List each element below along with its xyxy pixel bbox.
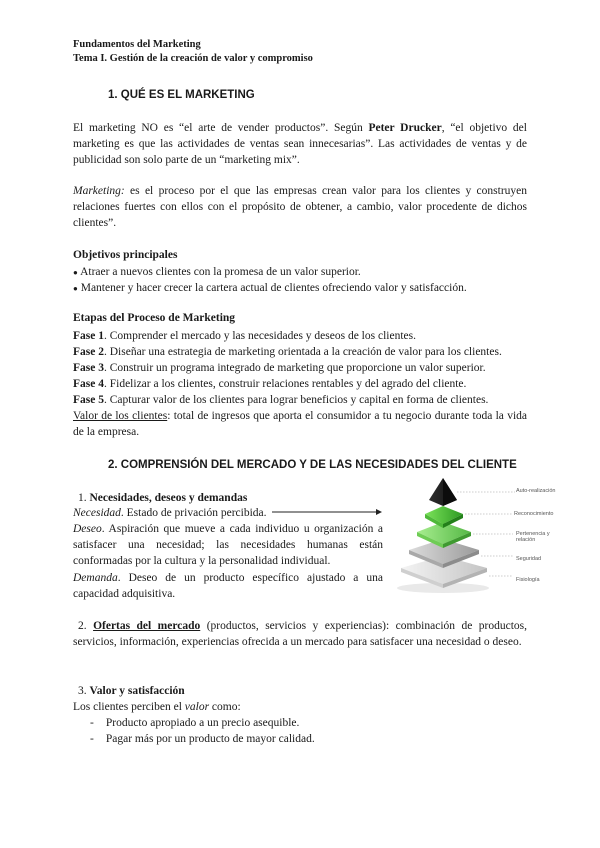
necesidad-definition: Necesidad. Estado de privación percibida. [73, 507, 267, 519]
section1-heading: 1. QUÉ ES EL MARKETING [108, 89, 255, 101]
value-item: - Pagar más por un producto de mayor calidad. [90, 733, 315, 745]
value-item: - Producto apropiado a un precio asequible. [90, 717, 300, 729]
value-intro: Los clientes perciben el valor como: [73, 701, 241, 713]
pyramid-label: Reconocimiento [514, 511, 554, 517]
item2-paragraph: 2. Ofertas del mercado (productos, servicios y experiencias): combinación de productos, servicios, información, experiencias ofrecida a un mercado para satisfacer una necesidad o deseo. [73, 620, 527, 648]
stage-item: Fase 1. Comprender el mercado y las necesidades y deseos de los clientes. [73, 330, 416, 342]
objective-item: ● Mantener y hacer crecer la cartera actual de clientes ofreciendo valor y satisfacción. [73, 282, 467, 294]
item3-heading: 3. Valor y satisfacción [78, 685, 185, 697]
pyramid-label: Pertenencia y relación [516, 531, 550, 543]
deseo-definition: Deseo. Aspiración que mueve a cada individuo u organización a satisfacer una necesidad; las necesidades humanas están conformadas por la cultura y la personalidad individual. [73, 523, 383, 567]
section2-heading: 2. COMPRENSIÓN DEL MERCADO Y DE LAS NECESIDADES DEL CLIENTE [108, 459, 517, 471]
customer-value-definition [73, 408, 527, 440]
customer-value-term: Valor de los clientes [73, 410, 168, 422]
objective-item: ● Atraer a nuevos clientes con la promesa de un valor superior. [73, 266, 361, 278]
demanda-definition: Demanda. Deseo de un producto específico ajustado a una capacidad adquisitiva. [73, 572, 383, 600]
stage-item: Fase 2. Diseñar una estrategia de marketing orientada a la creación de valor para los clientes. [73, 346, 502, 358]
item1-heading: 1. Necesidades, deseos y demandas [78, 492, 248, 504]
marketing-definition [73, 183, 527, 231]
stages-heading: Etapas del Proceso de Marketing [73, 312, 236, 324]
pyramid-label: Seguridad [516, 556, 542, 562]
definition-text: es el proceso por el que las empresas crean valor para los clientes y construyen relaciones fuertes con ellos con el propósito de obtener, a cambio, valor procedente de dichos clientes”. [73, 185, 527, 229]
intro-text-start: El marketing NO es “el arte de vender productos”. Según [73, 122, 369, 134]
stage-item: Fase 5. Capturar valor de los clientes para lograr beneficios y capital en forma de clientes. [73, 394, 489, 406]
definition-term: Marketing: [73, 185, 125, 197]
customer-value-text: : total de ingresos que aporta el consumidor a tu negocio durante toda la vida de la empresa. [73, 410, 528, 438]
stage-item: Fase 3. Construir un programa integrado de marketing que proporcione un valor superior. [73, 362, 486, 374]
bullet-icon: ● [73, 268, 78, 277]
bullet-icon: ● [73, 284, 78, 293]
maslow-pyramid [395, 476, 535, 596]
objectives-heading: Objetivos principales [73, 249, 178, 261]
intro-text-end: , “el objetivo del marketing es que las actividades de ventas sean innecesarias”. Las actividades de ventas y de publicidad son solo parte de un “marketing mix”. [73, 122, 527, 166]
arrow-icon [272, 508, 382, 516]
pyramid-layer-esteem [425, 506, 463, 524]
pyramid-label: Auto-realización [516, 488, 556, 494]
dash-bullet: - [90, 717, 94, 729]
course-title: Fundamentos del Marketing [73, 39, 201, 50]
stage-item: Fase 4. Fidelizar a los clientes, construir relaciones rentables y del agrado del cliente. [73, 378, 467, 390]
topic-title: Tema I. Gestión de la creación de valor y compromiso [73, 53, 313, 64]
intro-author: Peter Drucker [368, 122, 442, 134]
intro-paragraph [73, 120, 527, 168]
pyramid-label: Fisiología [516, 577, 540, 583]
dash-bullet: - [90, 733, 94, 745]
